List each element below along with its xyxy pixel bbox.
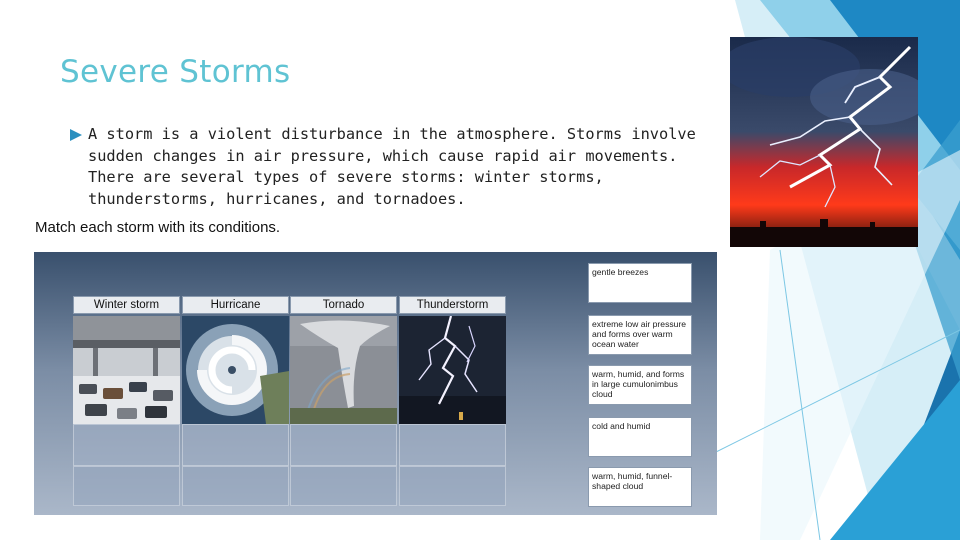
drop-zone-thunderstorm-1[interactable] [399, 424, 506, 466]
lightning-photo-icon [399, 316, 506, 424]
storm-label-winter: Winter storm [73, 296, 180, 314]
condition-card-warm-humid-cumulonimbus[interactable]: warm, humid, and forms in large cumulonimbus cloud [588, 365, 692, 405]
matching-activity-panel [34, 252, 717, 515]
condition-card-gentle-breezes[interactable]: gentle breezes [588, 263, 692, 303]
snowy-traffic-photo-icon [73, 316, 180, 424]
activity-instruction: Match each storm with its conditions. [35, 219, 281, 236]
storm-label-hurricane: Hurricane [182, 296, 289, 314]
hurricane-satellite-photo-icon [182, 316, 289, 424]
drop-zone-thunderstorm-2[interactable] [399, 466, 506, 506]
storm-column-thunderstorm [399, 296, 506, 506]
storm-column-hurricane [182, 296, 289, 506]
drop-zone-tornado-2[interactable] [290, 466, 397, 506]
tornado-funnel-photo-icon [290, 316, 397, 424]
storm-label-thunderstorm: Thunderstorm [399, 296, 506, 314]
drop-zone-winter-1[interactable] [73, 424, 180, 466]
arrow-bullet-icon [70, 129, 82, 141]
bullet-text: A storm is a violent disturbance in the atmosphere. Storms involve sudden changes in air pressure, which cause rapid air movements. There are several types of severe storms: winter storms, thunderstorms, hurricanes, and tornadoes. [88, 125, 696, 208]
storm-column-winter [73, 296, 180, 506]
slide-title: Severe Storms [60, 54, 291, 90]
storm-column-tornado [290, 296, 397, 506]
bullet-point [70, 124, 715, 210]
drop-zone-hurricane-2[interactable] [182, 466, 289, 506]
drop-zone-tornado-1[interactable] [290, 424, 397, 466]
drop-zone-hurricane-1[interactable] [182, 424, 289, 466]
lightning-sunset-photo-icon [730, 37, 918, 247]
condition-card-funnel-cloud[interactable]: warm, humid, funnel-shaped cloud [588, 467, 692, 507]
condition-card-extreme-low-pressure[interactable]: extreme low air pressure and forms over warm ocean water [588, 315, 692, 355]
drop-zone-winter-2[interactable] [73, 466, 180, 506]
condition-card-cold-humid[interactable]: cold and humid [588, 417, 692, 457]
storm-label-tornado: Tornado [290, 296, 397, 314]
